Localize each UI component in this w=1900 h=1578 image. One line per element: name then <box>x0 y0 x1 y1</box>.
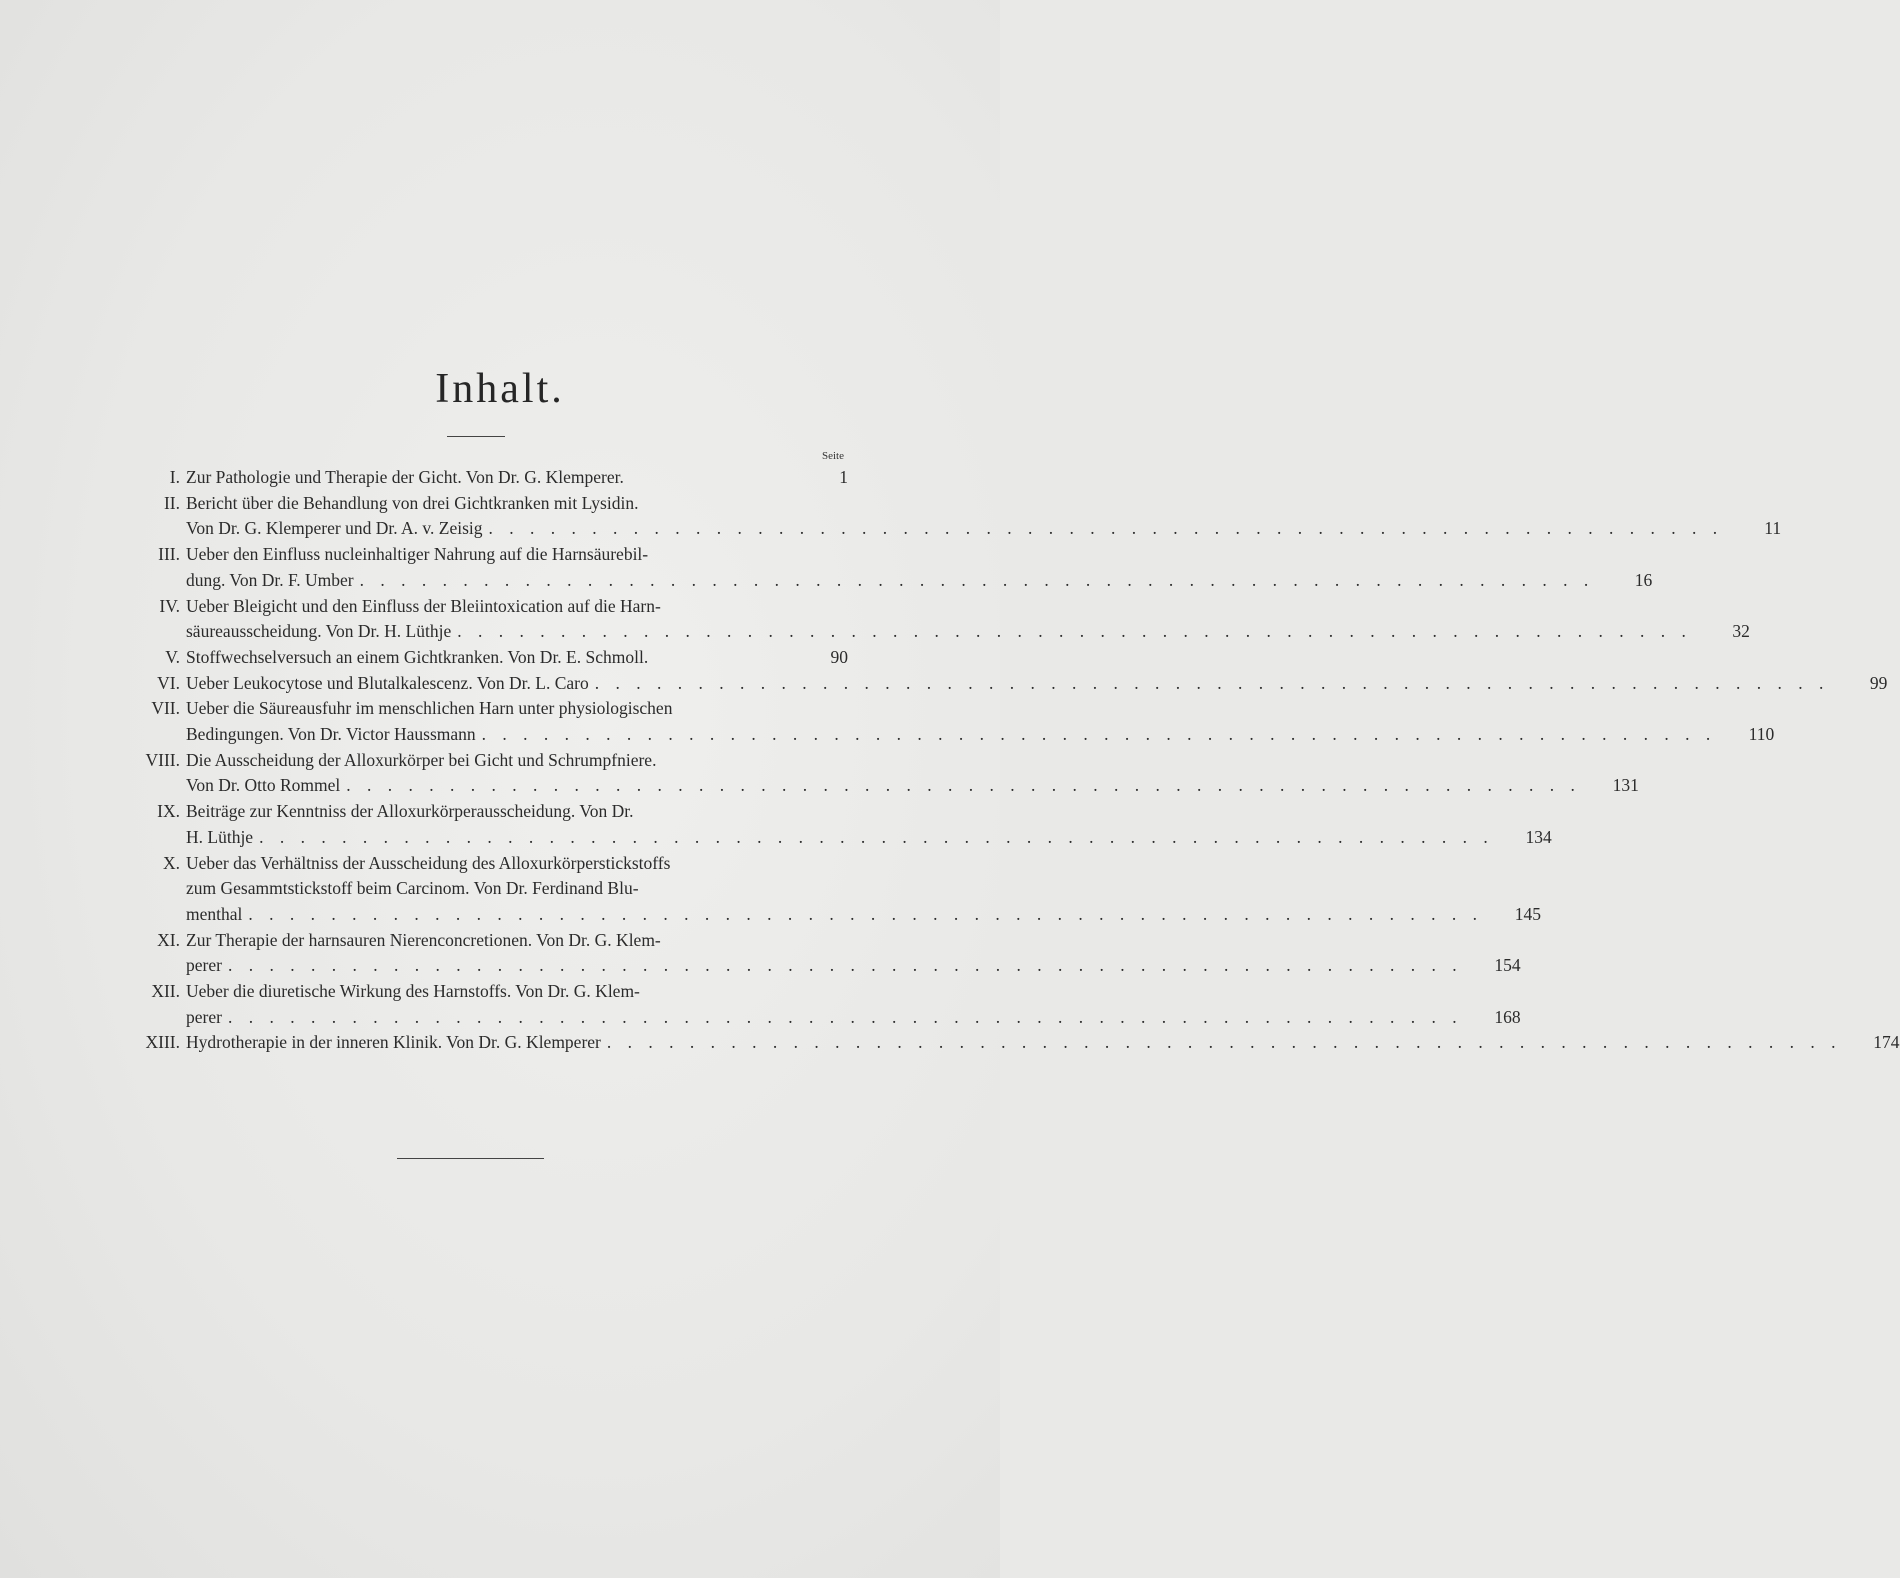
seite-column-label: Seite <box>822 450 844 462</box>
toc-entry <box>128 799 1552 850</box>
toc-entry-text: Ueber Leukocytose und Blutalkalescenz. Von Dr. L. Caro <box>186 672 589 693</box>
toc-page-number: 1 <box>839 467 848 487</box>
leader-dots: . . . . . . . . . . . . . . . . . . . . . . . . . . . . . . . . . . . . . . . . . . . . . . . . . . . . . . . . . . . . <box>488 518 1724 539</box>
toc-entry-number: IV. <box>159 595 180 616</box>
toc-entry-text: H. Lüthje <box>186 826 254 847</box>
toc-page-number: 11 <box>1764 518 1782 539</box>
toc-page-number: 90 <box>830 646 848 667</box>
toc-entry-text: Ueber Bleigicht und den Einfluss der Bleiintoxication auf die Harn- <box>186 595 661 616</box>
toc-entry-text: Zur Pathologie und Therapie der Gicht. Von Dr. G. Klemperer. <box>186 467 624 487</box>
toc-entry <box>128 748 1639 799</box>
toc-entry <box>128 928 1521 979</box>
leader-dots: . . . . . . . . . . . . . . . . . . . . . . . . . . . . . . . . . . . . . . . . . . . . . . . . . . . . . . . . . . . . <box>259 826 1494 847</box>
toc-entry-text: menthal <box>186 903 243 924</box>
toc-entry-text: Hydrotherapie in der inneren Klinik. Von Dr. G. Klemperer <box>186 1032 601 1053</box>
leader-dots: . . . . . . . . . . . . . . . . . . . . . . . . . . . . . . . . . . . . . . . . . . . . . . . . . . . . . . . . . . . . <box>227 955 1463 976</box>
footer-divider <box>397 1158 544 1159</box>
toc-entry-text: dung. Von Dr. F. Umber <box>186 569 354 590</box>
leader-dots <box>624 465 790 491</box>
toc-entry-number: II. <box>163 492 180 513</box>
toc-entry-text: Ueber die Säureausfuhr im menschlichen Harn unter physiologischen <box>186 698 673 719</box>
toc-page-number: 32 <box>1732 621 1750 642</box>
toc-entry-number: V. <box>165 646 180 667</box>
toc-entry-text: zum Gesammtstickstoff beim Carcinom. Von Dr. Ferdinand Blu- <box>186 878 639 899</box>
toc-entry-number: XII. <box>151 981 180 1002</box>
toc-page-number: 99 <box>1869 672 1888 693</box>
leader-dots: . . . . . . . . . . . . . . . . . . . . . . . . . . . . . . . . . . . . . . . . . . . . . . . . . . . . . . . . . . . . <box>606 1032 1842 1053</box>
page-title: Inhalt. <box>435 366 565 412</box>
toc-entry <box>128 851 1541 928</box>
toc-page-number: 134 <box>1525 826 1552 847</box>
toc-entry-number: XIII. <box>145 1032 180 1053</box>
toc-entry-number: III. <box>158 544 180 565</box>
toc-entry-number: VII. <box>151 698 180 719</box>
toc-entry-text: Ueber den Einfluss nucleinhaltiger Nahrung auf die Harnsäurebil- <box>186 544 649 565</box>
toc-entry <box>128 645 848 671</box>
toc-entry <box>128 1030 1900 1056</box>
toc-entry <box>128 491 1782 542</box>
toc-entry-text: Ueber die diuretische Wirkung des Harnstoffs. Von Dr. G. Klem- <box>186 981 640 1002</box>
leader-dots: . . . . . . . . . . . . . . . . . . . . . . . . . . . . . . . . . . . . . . . . . . . . . . . . . . . . . . . . . . . . <box>481 724 1717 745</box>
toc-entry <box>128 594 1750 645</box>
toc-entry-text: Ueber das Verhältniss der Ausscheidung des Alloxurkörperstickstoffs <box>186 852 671 873</box>
leader-dots: . . . . . . . . . . . . . . . . . . . . . . . . . . . . . . . . . . . . . . . . . . . . . . . . . . . . . . . . . . . . <box>346 775 1581 796</box>
toc-entry-number: IX. <box>157 801 180 822</box>
toc-entry-text: Bericht über die Behandlung von drei Gichtkranken mit Lysidin. <box>186 492 639 513</box>
leader-dots: . . . . . . . . . . . . . . . . . . . . . . . . . . . . . . . . . . . . . . . . . . . . . . . . . . . . . . . . . . . . <box>457 621 1692 642</box>
toc-entry-text: perer <box>186 955 222 976</box>
toc-entry <box>128 671 1888 697</box>
toc-page-number: 154 <box>1494 955 1521 976</box>
toc-page-number: 16 <box>1634 569 1653 590</box>
toc-entry <box>128 465 848 491</box>
leader-dots: . . . . . . . . . . . . . . . . . . . . . . . . . . . . . . . . . . . . . . . . . . . . . . . . . . . . . . . . . . . . <box>248 903 1483 924</box>
toc-entry-number: XI. <box>157 929 180 950</box>
toc-page-number: 168 <box>1494 1006 1521 1027</box>
toc-entry-text: Von Dr. G. Klemperer und Dr. A. v. Zeisig <box>186 518 483 539</box>
toc-page-number: 145 <box>1514 903 1541 924</box>
toc-page-number: 110 <box>1748 724 1775 745</box>
toc-entry-number: I. <box>169 467 180 487</box>
leader-dots: . . . . . . . . . . . . . . . . . . . . . . . . . . . . . . . . . . . . . . . . . . . . . . . . . . . . . . . . . . . . <box>359 569 1595 590</box>
toc-entry <box>128 542 1653 593</box>
toc-entry-text: Stoffwechselversuch an einem Gichtkranken. Von Dr. E. Schmoll. <box>186 646 649 667</box>
toc-entry-number: VIII. <box>145 749 180 770</box>
leader-dots: . . . . . . . . . . . . . . . . . . . . . . . . . . . . . . . . . . . . . . . . . . . . . . . . . . . . . . . . . . . . <box>594 672 1830 693</box>
toc-entry-text: Beiträge zur Kenntniss der Alloxurkörperausscheidung. Von Dr. <box>186 801 634 822</box>
leader-dots <box>648 645 790 671</box>
toc-entry-number: VI. <box>157 672 180 693</box>
toc-page-number: 174 <box>1873 1032 1900 1053</box>
toc-entry-text: Die Ausscheidung der Alloxurkörper bei Gicht und Schrumpfniere. <box>186 749 657 770</box>
toc-entry <box>128 979 1521 1030</box>
toc-page-number: 131 <box>1612 775 1639 796</box>
leader-dots: . . . . . . . . . . . . . . . . . . . . . . . . . . . . . . . . . . . . . . . . . . . . . . . . . . . . . . . . . . . . <box>227 1006 1463 1027</box>
toc-entry-text: säureausscheidung. Von Dr. H. Lüthje <box>186 621 452 642</box>
toc-entry-text: perer <box>186 1006 222 1027</box>
toc-entry <box>128 696 1775 747</box>
title-divider <box>447 436 505 437</box>
table-of-contents <box>128 465 1900 1056</box>
toc-entry-text: Bedingungen. Von Dr. Victor Haussmann <box>186 724 476 745</box>
toc-entry-text: Von Dr. Otto Rommel <box>186 775 341 796</box>
toc-entry-text: Zur Therapie der harnsauren Nierenconcretionen. Von Dr. G. Klem- <box>186 929 661 950</box>
toc-entry-number: X. <box>162 852 180 873</box>
